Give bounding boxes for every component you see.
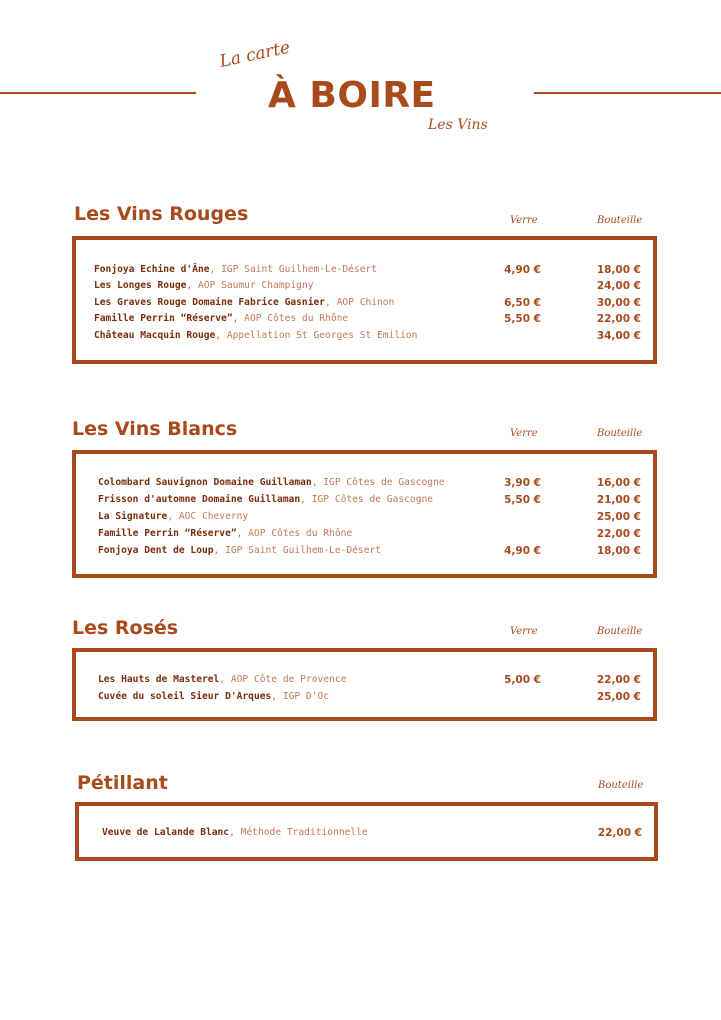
wine-appellation: , IGP Côtes de Gascogne [311, 477, 445, 488]
header-kicker: La carte [217, 37, 292, 72]
glass-price: 5,50 € [504, 313, 541, 325]
wine-name: Fonjoya Echine d'Âne [94, 264, 210, 275]
bottle-price: 22,00 € [596, 674, 641, 686]
page-title: À BOIRE [268, 75, 436, 116]
wine-row [76, 475, 653, 491]
wine-appellation: , IGP Côtes de Gascogne [300, 494, 434, 505]
col-head-bottle-petillant: Bouteille [598, 780, 644, 791]
wine-name: Les Longes Rouge [94, 280, 187, 291]
wine-appellation: , AOC Cheverny [167, 511, 249, 522]
header-subtitle: Les Vins [428, 117, 488, 133]
wine-list-blancs [72, 450, 657, 578]
wine-row [76, 526, 653, 542]
wine-row [76, 492, 653, 508]
wine-appellation: , Appellation St Georges St Emilion [215, 330, 418, 341]
wine-appellation: , IGP D'Oc [271, 691, 330, 702]
wine-name: La Signature [98, 511, 168, 522]
wine-name: Cuvée du soleil Sieur D'Arques [98, 691, 272, 702]
wine-appellation: , AOP Côtes du Rhône [236, 528, 353, 539]
bottle-price: 18,00 € [596, 545, 641, 557]
wine-row [76, 278, 653, 294]
glass-price: 6,50 € [504, 297, 541, 309]
wine-row [76, 295, 653, 311]
col-head-bottle-blancs: Bouteille [597, 428, 643, 439]
section-title-petillant: Pétillant [77, 772, 168, 794]
bottle-price: 25,00 € [596, 691, 641, 703]
wine-name: Frisson d'automne Domaine Guillaman [98, 494, 301, 505]
col-head-bottle-rouges: Bouteille [597, 215, 643, 226]
bottle-price: 24,00 € [596, 280, 641, 292]
col-head-bottle-roses: Bouteille [597, 626, 643, 637]
section-title-rouges: Les Vins Rouges [74, 203, 249, 225]
glass-price: 5,00 € [504, 674, 541, 686]
wine-name: Les Hauts de Masterel [98, 674, 220, 685]
bottle-price: 34,00 € [596, 330, 641, 342]
glass-price: 4,90 € [504, 264, 541, 276]
wine-name: Les Graves Rouge Domaine Fabrice Gasnier [94, 297, 326, 308]
bottle-price: 22,00 € [596, 528, 641, 540]
wine-row [76, 262, 653, 278]
wine-appellation: , IGP Saint Guilhem-Le-Désert [213, 545, 382, 556]
bottle-price: 18,00 € [596, 264, 641, 276]
bottle-price: 30,00 € [596, 297, 641, 309]
wine-name: Famille Perrin “Réserve” [98, 528, 237, 539]
wine-row [79, 825, 654, 841]
bottle-price: 25,00 € [596, 511, 641, 523]
wine-row [76, 672, 653, 688]
glass-price: 4,90 € [504, 545, 541, 557]
wine-name: Château Macquin Rouge [94, 330, 216, 341]
bottle-price: 16,00 € [596, 477, 641, 489]
wine-appellation: , Méthode Traditionnelle [229, 827, 368, 838]
col-head-glass-rouges: Verre [510, 215, 538, 226]
wine-list-roses [72, 648, 657, 721]
header-rule-right [534, 92, 721, 94]
glass-price: 3,90 € [504, 477, 541, 489]
col-head-glass-blancs: Verre [510, 428, 538, 439]
bottle-price: 22,00 € [596, 313, 641, 325]
glass-price: 5,50 € [504, 494, 541, 506]
wine-row [76, 509, 653, 525]
wine-name: Famille Perrin “Réserve” [94, 313, 233, 324]
wine-name: Veuve de Lalande Blanc [102, 827, 230, 838]
col-head-glass-roses: Verre [510, 626, 538, 637]
wine-appellation: , AOP Chinon [325, 297, 395, 308]
section-title-roses: Les Rosés [72, 617, 179, 639]
wine-row [76, 311, 653, 327]
wine-row [76, 543, 653, 559]
wine-row [76, 689, 653, 705]
wine-row [76, 328, 653, 344]
wine-appellation: , AOP Côtes du Rhône [232, 313, 349, 324]
wine-appellation: , IGP Saint Guilhem-Le-Désert [209, 264, 378, 275]
wine-name: Colombard Sauvignon Domaine Guillaman [98, 477, 312, 488]
header-rule-left [0, 92, 196, 94]
wine-list-rouges [72, 236, 657, 364]
wine-appellation: , AOP Côte de Provence [219, 674, 347, 685]
wine-name: Fonjoya Dent de Loup [98, 545, 214, 556]
bottle-price: 22,00 € [597, 827, 642, 839]
section-title-blancs: Les Vins Blancs [72, 418, 238, 440]
wine-list-petillant [75, 802, 658, 861]
bottle-price: 21,00 € [596, 494, 641, 506]
wine-appellation: , AOP Saumur Champigny [186, 280, 314, 291]
